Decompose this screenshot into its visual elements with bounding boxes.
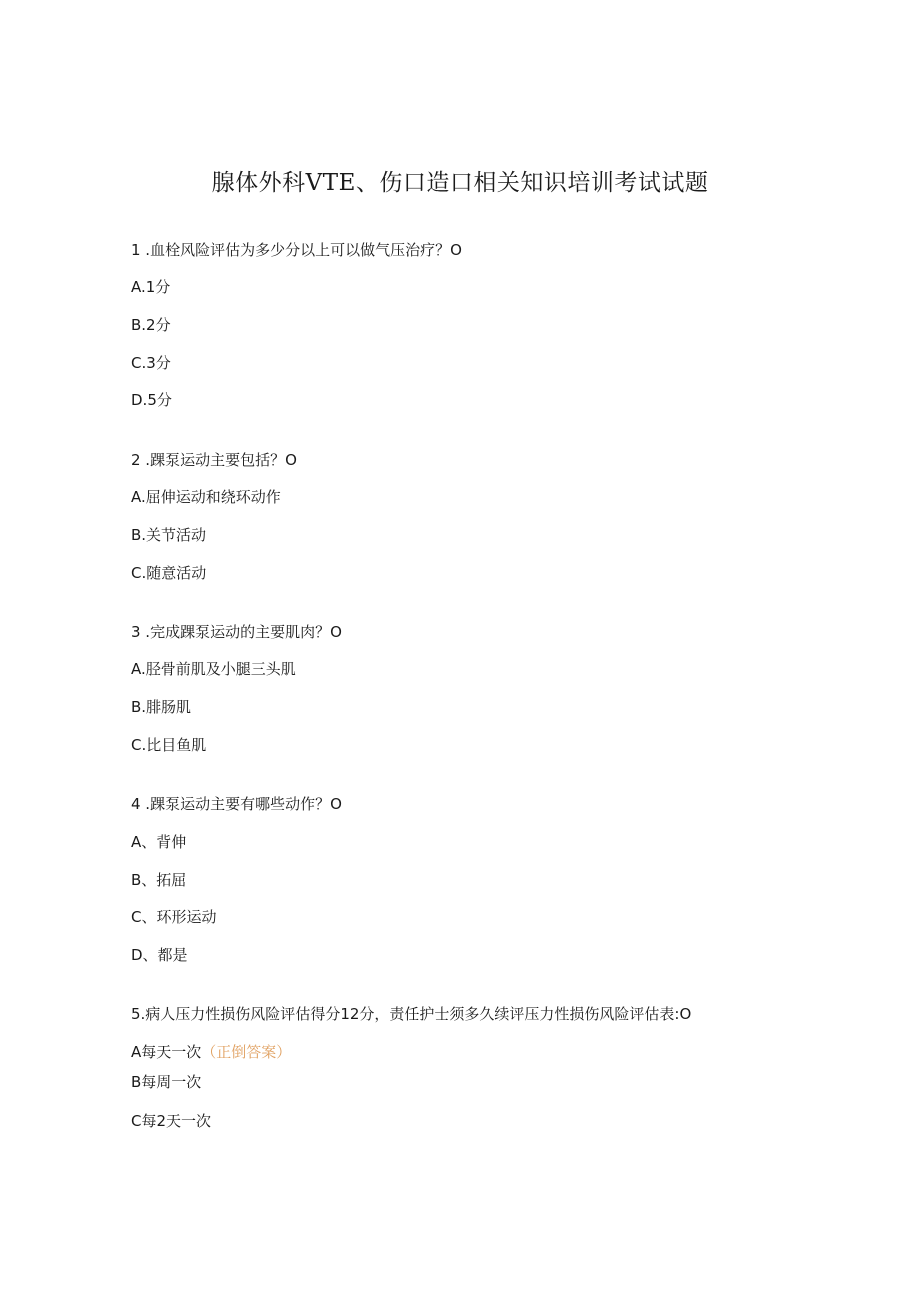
question-4-text: 4 .踝泵运动主要有哪些动作？O [131, 795, 342, 813]
question-5-option-b: B每周一次 [131, 1073, 202, 1091]
question-1-text: 1 .血栓风险评估为多少分以上可以做气压治疗？O [131, 241, 462, 259]
question-1-option-a: A.1分 [131, 278, 171, 296]
question-5-option-c: C每2天一次 [131, 1112, 212, 1130]
exam-title: 腺体外科VTE、伤口造口相关知识培训考试试题 [211, 170, 709, 196]
question-4-option-b: B、拓屈 [131, 871, 187, 889]
question-1-option-d: D.5分 [131, 391, 172, 409]
question-5-text: 5.病人压力性损伤风险评估得分12分，责任护士须多久续评压力性损伤风险评估表:O [131, 1005, 692, 1023]
question-5-option-a-row [131, 1041, 291, 1063]
question-2-text: 2 .踝泵运动主要包括？O [131, 451, 297, 469]
correct-answer-note: （正倒答案） [201, 1043, 292, 1061]
question-1-option-b: B.2分 [131, 316, 171, 334]
question-2-option-b: B.关节活动 [131, 526, 207, 544]
question-2-option-c: C.随意活动 [131, 564, 207, 582]
question-4-option-c: C、环形运动 [131, 908, 217, 926]
question-3-option-a: A.胫骨前肌及小腿三头肌 [131, 660, 296, 678]
question-3-text: 3 .完成踝泵运动的主要肌肉？O [131, 623, 342, 641]
question-4-option-d: D、都是 [131, 946, 188, 964]
question-2-option-a: A.屈伸运动和绕环动作 [131, 488, 281, 506]
question-3-option-c: C.比目鱼肌 [131, 736, 207, 754]
question-4-option-a: A、背伸 [131, 833, 187, 851]
question-1-option-c: C.3分 [131, 354, 171, 372]
question-5-option-a: A每天一次 [131, 1043, 202, 1061]
question-3-option-b: B.腓肠肌 [131, 698, 192, 716]
